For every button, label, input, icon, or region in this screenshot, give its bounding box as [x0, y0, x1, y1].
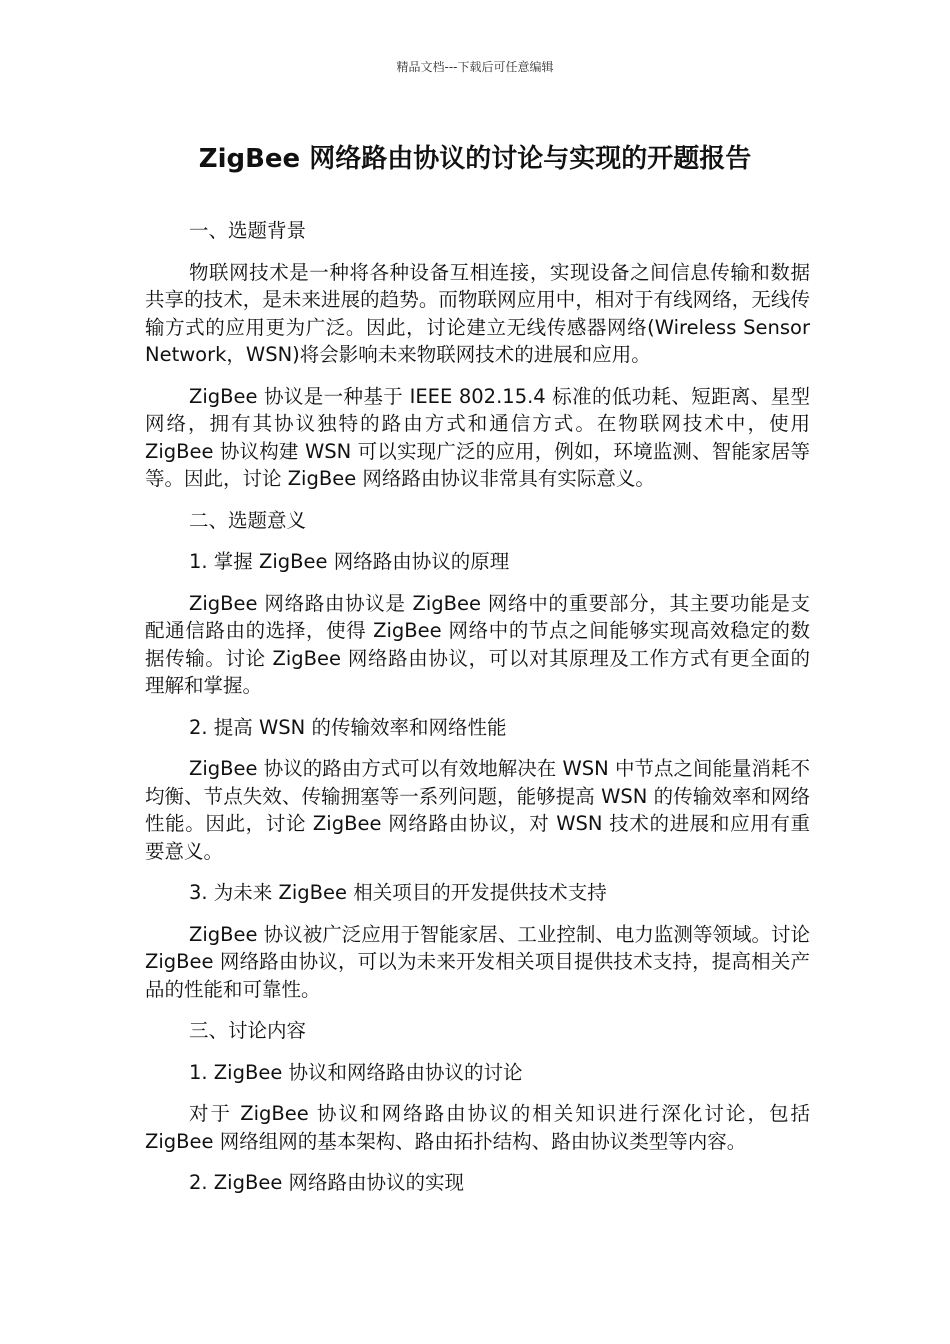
paragraph-principle: ZigBee 网络路由协议是 ZigBee 网络中的重要部分，其主要功能是支配通信路由的选择，使得 ZigBee 网络中的节点之间能够实现高效稳定的数据传输。讨论 ZigBee 网络路由协议，可以对其原理及工作方式有更全面的理解和掌握。 — [145, 591, 810, 697]
paragraph-efficiency: ZigBee 协议的路由方式可以有效地解决在 WSN 中节点之间能量消耗不均衡、节点失效、传输拥塞等一系列问题，能够提高 WSN 的传输效率和网络性能。因此，讨论 ZigBee 网络路由协议，对 WSN 技术的进展和应用有重要意义。 — [145, 757, 810, 863]
document-body — [145, 217, 810, 1211]
subheading-discussion: 1. ZigBee 协议和网络路由协议的讨论 — [189, 1060, 523, 1084]
section-heading-background: 一、选题背景 — [189, 219, 307, 242]
paragraph-discussion: 对于 ZigBee 协议和网络路由协议的相关知识进行深化讨论，包括 ZigBee 网络组网的基本架构、路由拓扑结构、路由协议类型等内容。 — [145, 1102, 810, 1153]
subheading-implementation: 2. ZigBee 网络路由协议的实现 — [189, 1171, 465, 1194]
paragraph-zigbee-intro: ZigBee 协议是一种基于 IEEE 802.15.4 标准的低功耗、短距离、星型网络，拥有其协议独特的路由方式和通信方式。在物联网技术中，使用 ZigBee 协议构建 WSN 可以实现广泛的应用，例如，环境监测、智能家居等等。因此，讨论 ZigBee 网络路由协议非常具有实际意义。 — [145, 384, 810, 490]
paragraph-support: ZigBee 协议被广泛应用于智能家居、工业控制、电力监测等领域。讨论 ZigBee 网络路由协议，可以为未来开发相关项目提供技术支持，提高相关产品的性能和可靠性。 — [145, 922, 810, 1001]
subheading-efficiency: 2. 提高 WSN 的传输效率和网络性能 — [189, 715, 507, 739]
subheading-support: 3. 为未来 ZigBee 相关项目的开发提供技术支持 — [189, 881, 607, 904]
section-heading-content: 三、讨论内容 — [189, 1019, 307, 1042]
page-header: 精品文档---下载后可任意编辑 — [396, 60, 554, 74]
subheading-principle: 1. 掌握 ZigBee 网络路由协议的原理 — [189, 550, 510, 573]
document-title: ZigBee 网络路由协议的讨论与实现的开题报告 — [198, 144, 752, 174]
section-heading-significance: 二、选题意义 — [189, 508, 307, 532]
paragraph-iot-intro: 物联网技术是一种将各种设备互相连接，实现设备之间信息传输和数据共享的技术，是未来进展的趋势。而物联网应用中，相对于有线网络，无线传输方式的应用更为广泛。因此，讨论建立无线传感器网络(Wireless Sensor Network，WSN)将会影响未来物联网技术的进展和应用。 — [145, 260, 810, 366]
